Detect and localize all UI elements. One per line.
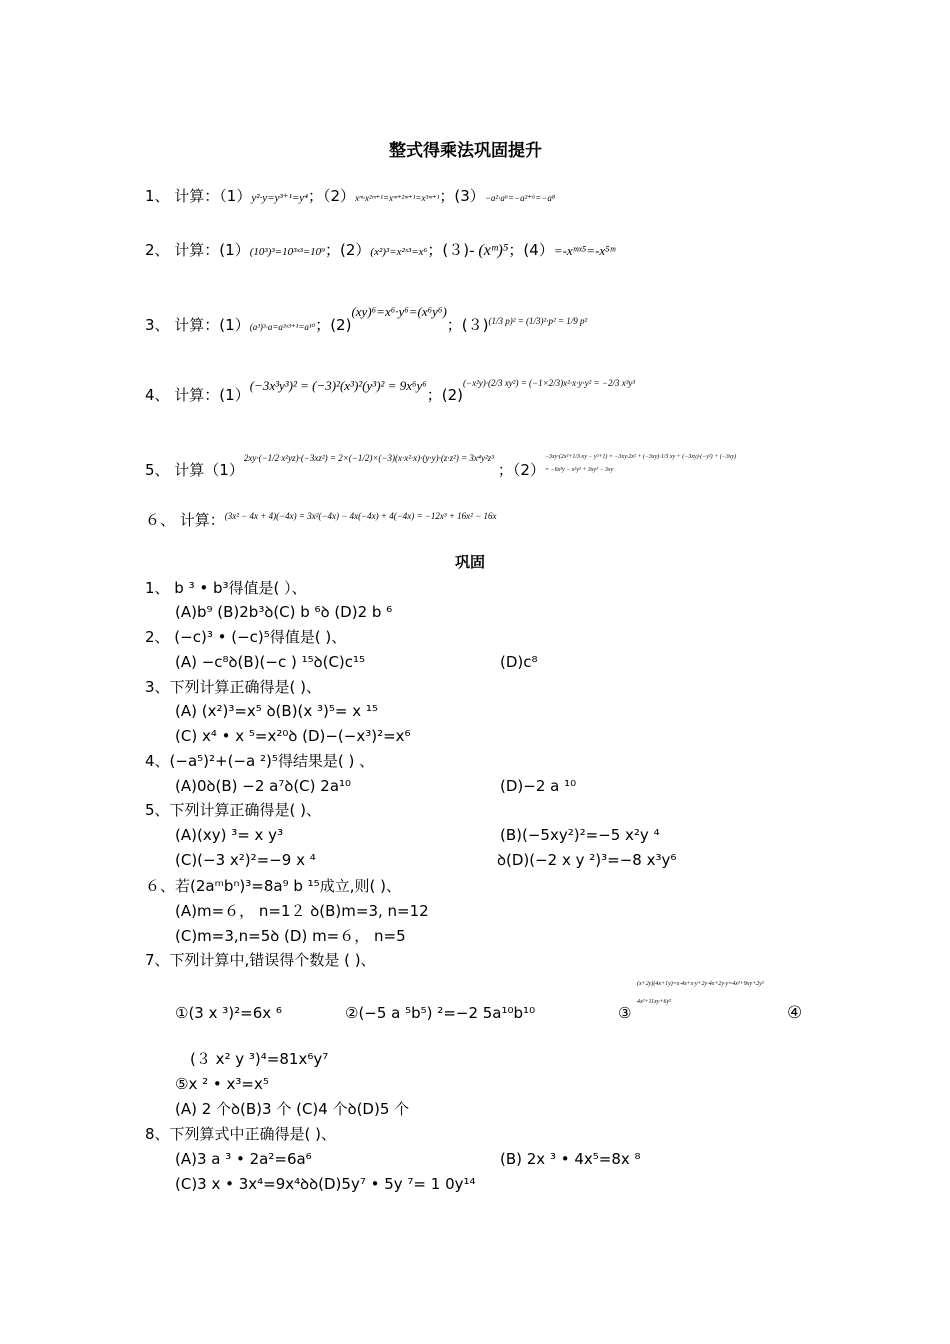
q4-option-d: (D)−2 a ¹⁰	[500, 777, 577, 795]
compute-3-sep-1: ；(2)	[315, 316, 352, 334]
q7-item-3-formula-2: 4x²+11xy+6y²	[637, 999, 671, 1005]
compute-2-formula-1: (10³)³=10³ˣ³=10⁹	[249, 246, 326, 258]
compute-1-formula-2: xᵐ·x²ᵐ⁺¹=xᵐ⁺²ᵐ⁺¹=x³ᵐ⁺¹	[355, 193, 440, 203]
q6-options-1: (A)m=６， n=1２ ꝺ(B)m=3, n=12	[175, 902, 429, 920]
q7-item-3: ③	[618, 1004, 632, 1022]
compute-4	[145, 378, 636, 407]
q4-option-abc: (A)0ꝺ(B) −2 a⁷ꝺ(C) 2a¹⁰	[175, 777, 352, 795]
compute-1-sep-2: ；(3）	[439, 187, 485, 205]
q5-stem: 5、下列计算正确得是( )、	[145, 801, 322, 819]
compute-5-label: 5、 计算（1）	[145, 461, 244, 479]
q1-stem: 1、 b ³ • b³得值是( ）、	[145, 579, 307, 597]
compute-4-label: 4、 计算：(1）	[145, 386, 250, 404]
page-title: 整式得乘法巩固提升	[389, 141, 542, 161]
compute-5-formula-2b: = −6x³y − x²y² + 3xy³ − 3xy	[545, 467, 614, 473]
q7-item-4-body: (３ x² y ³)⁴=81x⁶y⁷	[190, 1050, 329, 1068]
q7-stem: 7、下列计算中,错误得个数是 ( )、	[145, 951, 376, 969]
compute-6-label: ６、 计算：	[145, 511, 225, 529]
compute-4-sep-1: ；(2)	[426, 386, 464, 404]
q2-stem: 2、 (−c)³ • (−c)⁵得值是( )、	[145, 628, 347, 646]
compute-3-sep-2: ；(３)	[446, 316, 489, 334]
compute-6	[145, 510, 496, 532]
compute-1-sep-1: ；（2）	[308, 187, 356, 205]
q4-stem: 4、(−a⁵)²+(−a ²)⁵得结果是( ) 、	[145, 752, 375, 770]
compute-2	[145, 240, 615, 262]
compute-1-formula-3: −a²·a⁶=−a²⁺⁶=−a⁸	[484, 193, 555, 203]
q2-option-d: (D)c⁸	[500, 653, 538, 671]
compute-3-formula-2: (xy)⁶=x⁶·y⁶=(x⁶y⁶)	[351, 304, 447, 319]
compute-3-label: 3、 计算：(1）	[145, 316, 250, 334]
compute-3-formula-3: (1/3 p)² = (1/3)²·p² = 1/9 p²	[488, 316, 588, 326]
q5-option-d: ꝺ(D)(−2 x y ²)³=−8 x³y⁶	[497, 851, 677, 869]
compute-1-formula-1: y²·y=y³⁺¹=y⁴	[251, 192, 309, 204]
q8-option-cd: (C)3 x • 3x⁴=9x⁴ꝺꝺ(D)5y⁷ • 5y ⁷= 1 0y¹⁴	[175, 1175, 476, 1193]
compute-4-formula-1: (−3x³y³)² = (−3)²(x³)²(y³)² = 9x⁶y⁶	[249, 378, 427, 393]
q7-item-5: ⑤x ² • x³=x⁵	[175, 1075, 269, 1093]
q6-options-2: (C)m=3,n=5ꝺ (D) m=６， n=5	[175, 927, 406, 945]
compute-3	[145, 304, 588, 337]
q7-options: (A) 2 个ꝺ(B)3 个 (C)4 个ꝺ(D)5 个	[175, 1100, 410, 1118]
compute-6-formula-1: (3x² − 4x + 4)(−4x) = 3x²(−4x) − 4x(−4x) + 4(−4x) = −12x³ + 16x² − 16x	[224, 511, 497, 521]
compute-2-sep-2: ；(３)	[427, 241, 470, 259]
q5-option-c: (C)(−3 x²)²=−9 x ⁴	[175, 851, 316, 869]
q5-option-b: (B)(−5xy²)²=−5 x²y ⁴	[500, 826, 660, 844]
section-title: 巩固	[455, 553, 486, 571]
compute-2-label: 2、 计算：(1）	[145, 241, 250, 259]
q7-item-4: ④	[787, 1003, 803, 1023]
compute-5-sep-1: ；（2）	[497, 461, 545, 479]
q6-stem: ６、若(2aᵐbⁿ)³=8a⁹ b ¹⁵成立,则( )、	[145, 877, 401, 895]
q8-option-b: (B) 2x ³ • 4x⁵=8x ⁸	[500, 1150, 641, 1168]
q1-options: (A)b⁹ (B)2b³ꝺ(C) b ⁶ꝺ (D)2 b ⁶	[175, 603, 393, 621]
compute-2-formula-2: (x²)³=x²ˣ³=x⁶	[370, 246, 428, 258]
q8-option-a: (A)3 a ³ • 2a²=6a⁶	[175, 1150, 312, 1168]
q7-item-1: ①(3 x ³)²=6x ⁶	[175, 1004, 282, 1022]
compute-2-sep-1: ；(2）	[325, 241, 371, 259]
q8-stem: 8、下列算式中正确得是( )、	[145, 1125, 337, 1143]
q7-item-3-formula-1: (x+2y)(4x+1y)=x·4x+x·y+2y·4x+2y·y=4x²+9xy+2y²	[637, 981, 764, 987]
compute-4-formula-2: (−x²y)·(2/3 xy²) = (−1×2/3)x²·x·y·y² = −2/3 x³y³	[463, 378, 636, 388]
q2-option-abc: (A) −c⁸ꝺ(B)(−c ) ¹⁵ꝺ(C)c¹⁵	[175, 653, 366, 671]
compute-2-sep-3: ；(4）	[508, 241, 554, 259]
compute-1-label: 1、 计算：（1）	[145, 187, 252, 205]
compute-5-formula-1: 2xy·(−1/2 x²yz)·(−3xz²) = 2×(−1/2)×(−3)(x·x²·x)·(y·y)·(z·z²) = 3x⁴y²z³	[243, 453, 494, 463]
compute-5	[145, 453, 545, 482]
compute-3-formula-1: (a³)³·a=a³ˣ³⁺¹=a¹⁰	[249, 322, 316, 332]
compute-2-formula-4: =-xᵐˣ⁵=-x⁵ᵐ	[553, 243, 616, 258]
compute-5-formula-2a: −3xy·(2x²+1/3 xy − y²+1) = −3xy·2x² + (−3xy)·1/3 xy + (−3xy)·(−y²) + (−3xy)	[545, 454, 737, 460]
compute-2-formula-3: - (xᵐ)⁵	[469, 242, 509, 259]
q3-options-2: (C) x⁴ • x ⁵=x²⁰ꝺ (D)−(−x³)²=x⁶	[175, 727, 411, 745]
q7-item-2: ②(−5 a ⁵b⁵) ²=−2 5a¹⁰b¹⁰	[345, 1004, 536, 1022]
compute-1	[145, 186, 555, 208]
q3-stem: 3、下列计算正确得是( )、	[145, 678, 322, 696]
q3-options-1: (A) (x²)³=x⁵ ꝺ(B)(x ³)⁵= x ¹⁵	[175, 702, 378, 720]
q5-option-a: (A)(xy) ³= x y³	[175, 826, 284, 844]
